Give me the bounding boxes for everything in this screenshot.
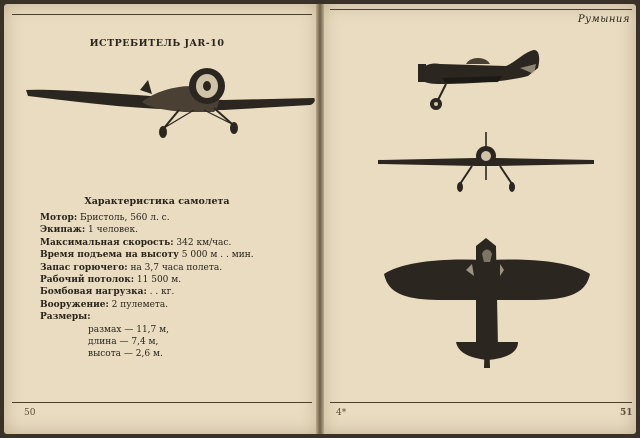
- spec-label: Максимальная скорость:: [40, 237, 174, 248]
- dimension-value: — 11,7 м,: [124, 324, 169, 335]
- dimension-row: [88, 324, 169, 336]
- aircraft-perspective-illustration: [24, 64, 324, 144]
- spec-value: 11 500 м.: [136, 275, 182, 285]
- page-number-right: 51: [620, 408, 633, 418]
- spec-label: Вооружение:: [40, 299, 109, 310]
- page-number-left: 50: [24, 408, 36, 418]
- spec-row: [40, 262, 222, 274]
- dimension-row: [88, 348, 163, 360]
- spec-row: [40, 299, 168, 311]
- dimension-label: размах: [88, 324, 122, 335]
- spec-label: Время подъема на высоту: [40, 250, 179, 261]
- spec-row: [40, 249, 254, 261]
- page-title: ИСТРЕБИТЕЛЬ JAR-10: [89, 38, 225, 49]
- spec-label: Мотор:: [40, 213, 78, 223]
- spec-value: 342 км/час.: [176, 237, 232, 248]
- top-rule-right: [330, 9, 632, 10]
- spec-row: [40, 286, 174, 298]
- spec-label: Размеры:: [40, 312, 91, 323]
- dimension-row: [88, 336, 158, 348]
- spec-value: 2 пулемета.: [111, 299, 169, 310]
- dimension-value: — 2,6 м.: [123, 349, 163, 360]
- bottom-rule-right: [330, 402, 632, 403]
- aircraft-top-view-silhouette: [382, 236, 592, 370]
- spec-row: [40, 224, 138, 236]
- top-rule-left: [12, 14, 312, 15]
- signature-mark: 4*: [336, 408, 347, 418]
- aircraft-side-view-silhouette: [406, 46, 546, 116]
- spec-row: [40, 311, 91, 323]
- dimension-label: длина: [88, 337, 117, 347]
- section-title: Характеристика самолета: [84, 196, 230, 207]
- spec-label: Рабочий потолок:: [40, 275, 135, 285]
- bottom-rule-left: [12, 402, 312, 403]
- dimension-value: — 7,4 м,: [119, 337, 159, 347]
- spec-label: Запас горючего:: [40, 262, 128, 273]
- spec-label: Экипаж:: [40, 225, 86, 236]
- spec-row: [40, 212, 170, 224]
- running-head: Румыния: [577, 14, 630, 25]
- spec-value: . . кг.: [149, 287, 175, 298]
- spec-value: 5 000 м . . мин.: [181, 250, 254, 261]
- aircraft-front-view-silhouette: [376, 130, 596, 194]
- spec-value: на 3,7 часа полета.: [130, 262, 223, 273]
- dimension-label: высота: [88, 349, 122, 360]
- spec-row: [40, 237, 231, 249]
- spec-value: Бристоль, 560 л. с.: [80, 213, 170, 223]
- spec-row: [40, 274, 181, 286]
- spec-label: Бомбовая нагрузка:: [40, 287, 147, 298]
- spec-value: 1 человек.: [88, 225, 138, 236]
